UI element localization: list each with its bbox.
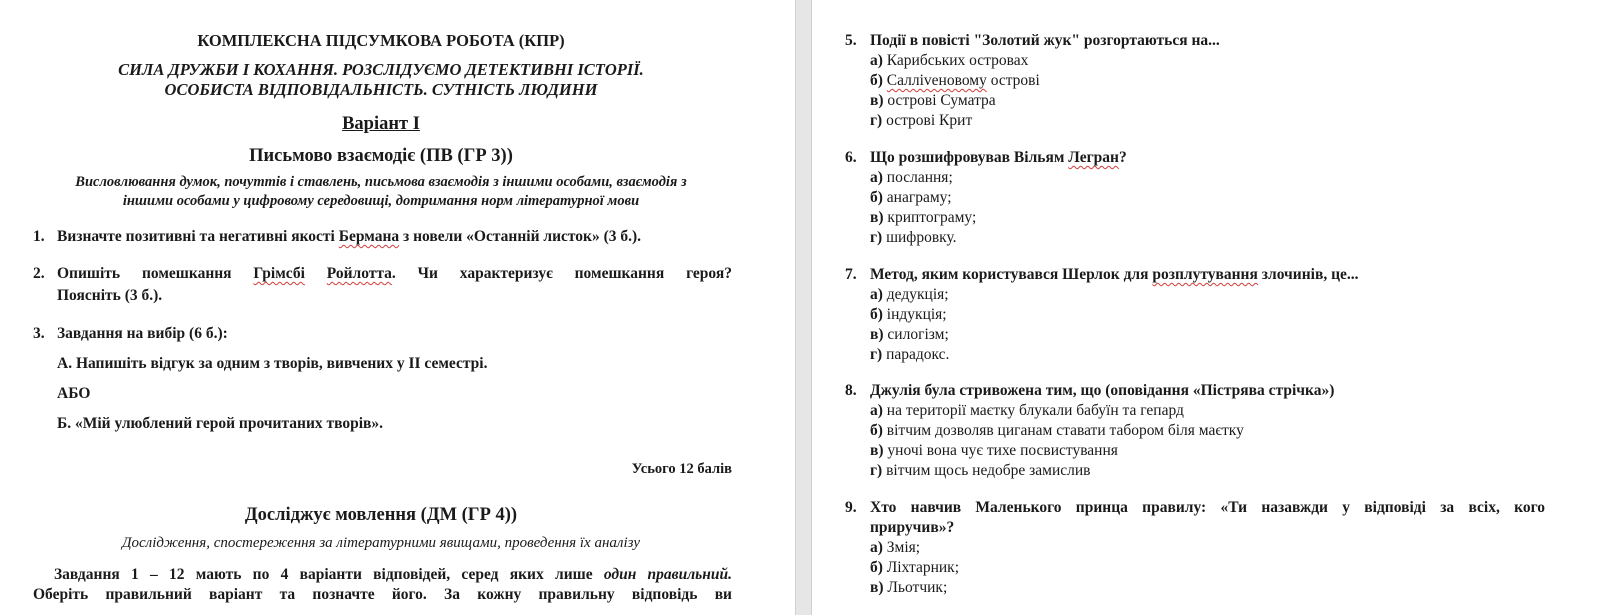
question-9-line-1: Хто навчив Маленького принца правилу: «Ти назавжди у відповіді за всіх, кого bbox=[870, 499, 1545, 516]
question-number: 8. bbox=[845, 382, 857, 399]
question-number: 6. bbox=[845, 149, 857, 166]
question-number: 7. bbox=[845, 266, 857, 283]
total-points: Усього 12 балів bbox=[631, 461, 732, 477]
answer-option: в) силогізм; bbox=[870, 326, 949, 343]
document-page-right bbox=[812, 0, 1600, 615]
answer-option: б) Салліvеновому острові bbox=[870, 72, 1040, 89]
spellcheck-word: Легран bbox=[1068, 149, 1119, 166]
answer-option: а) послання; bbox=[870, 169, 953, 186]
question-3-or: АБО bbox=[57, 385, 91, 402]
section-description-pv-line-2: іншими особами у цифровому середовищі, дотримання норм літературної мови bbox=[122, 193, 640, 209]
answer-option-cut-off bbox=[870, 598, 930, 606]
question-3-option-a: А. Напишіть відгук за одним з творів, вивчених у ІІ семестрі. bbox=[57, 355, 488, 372]
question-3-option-b: Б. «Мій улюблений герой прочитаних творів». bbox=[57, 415, 384, 432]
question-1-text: Визначте позитивні та негативні якості Бермана з новели «Останній листок» (3 б.). bbox=[57, 228, 642, 245]
question-number: 2. bbox=[33, 265, 45, 282]
variant-heading: Варіант І bbox=[342, 114, 420, 134]
answer-option: г) вітчим щось недобре замислив bbox=[870, 462, 1091, 479]
question-8-text: Джулія була стривожена тим, що (оповідання «Пістрява стрічка») bbox=[870, 382, 1335, 399]
instructions-line-2: Оберіть правильний варіант та позначте його. За кожну правильну відповідь ви bbox=[33, 586, 732, 603]
answer-option: б) Ліхтарник; bbox=[870, 559, 959, 576]
answer-option: г) шифровку. bbox=[870, 229, 957, 246]
answer-option: б) індукція; bbox=[870, 306, 947, 323]
answer-option: в) уночі вона чує тихе посвистування bbox=[870, 442, 1118, 459]
question-9-line-2: приручив»? bbox=[870, 519, 955, 536]
answer-option: а) Змія; bbox=[870, 539, 921, 556]
document-title: КОМПЛЕКСНА ПІДСУМКОВА РОБОТА (КПР) bbox=[197, 31, 565, 50]
question-3-text: Завдання на вибір (6 б.): bbox=[57, 325, 228, 342]
spellcheck-word: Ройлотта bbox=[326, 265, 392, 282]
theme-line-2: ОСОБИСТА ВІДПОВІДАЛЬНІСТЬ. СУТНІСТЬ ЛЮДИНИ bbox=[164, 80, 598, 99]
answer-option: а) Карибських островах bbox=[870, 52, 1029, 69]
answer-option: а) дедукція; bbox=[870, 286, 949, 303]
instructions-line-1: Завдання 1 – 12 мають по 4 варіанти відповідей, серед яких лише один правильний. bbox=[54, 566, 732, 583]
answer-option: в) Льотчик; bbox=[870, 579, 948, 596]
answer-option: г) острові Крит bbox=[870, 112, 973, 129]
answer-option: в) острові Суматра bbox=[870, 92, 996, 109]
spellcheck-word: Салліvеновому bbox=[886, 72, 987, 89]
answer-option: в) криптограму; bbox=[870, 209, 977, 226]
answer-option: б) анаграму; bbox=[870, 189, 952, 206]
section-description-dm: Дослідження, спостереження за літературними явищами, проведення їх аналізу bbox=[121, 535, 641, 551]
document-page-left bbox=[0, 0, 795, 615]
spellcheck-word: Грімсбі bbox=[253, 265, 305, 282]
question-2-line-2: Поясніть (3 б.). bbox=[57, 287, 163, 304]
section-description-pv-line-1: Висловлювання думок, почуттів і ставлень, письмова взаємодія з іншими особами, взаємодія з bbox=[75, 174, 687, 190]
spellcheck-word: Бермана bbox=[338, 228, 400, 245]
question-5-text: Події в повісті "Золотий жук" розгортаються на... bbox=[870, 32, 1220, 49]
question-2-line-1: Опишіть помешкання Грімсбі Ройлотта. Чи характеризує помешкання героя? bbox=[57, 265, 732, 282]
answer-option: а) на території маєтку блукали бабуїн та гепард bbox=[870, 402, 1184, 419]
section-heading-dm: Досліджує мовлення (ДМ (ГР 4)) bbox=[244, 505, 518, 525]
section-heading-pv: Письмово взаємодіє (ПВ (ГР 3)) bbox=[249, 146, 513, 166]
question-number: 5. bbox=[845, 32, 857, 49]
question-number: 3. bbox=[33, 325, 45, 342]
question-number: 9. bbox=[845, 499, 857, 516]
theme-line-1: СИЛА ДРУЖБИ І КОХАННЯ. РОЗСЛІДУЄМО ДЕТЕКТИВНІ ІСТОРІЇ. bbox=[118, 60, 644, 79]
page-gutter bbox=[795, 0, 812, 615]
answer-option: б) вітчим дозволяв циганам ставати табором біля маєтку bbox=[870, 422, 1244, 439]
question-6-text: Що розшифровував Вільям Легран? bbox=[870, 149, 1127, 166]
spellcheck-word: розплутування bbox=[1152, 266, 1258, 283]
answer-option: г) парадокс. bbox=[870, 346, 950, 363]
question-7-text: Метод, яким користувався Шерлок для розплутування злочинів, це... bbox=[870, 266, 1359, 283]
question-number: 1. bbox=[33, 228, 45, 245]
